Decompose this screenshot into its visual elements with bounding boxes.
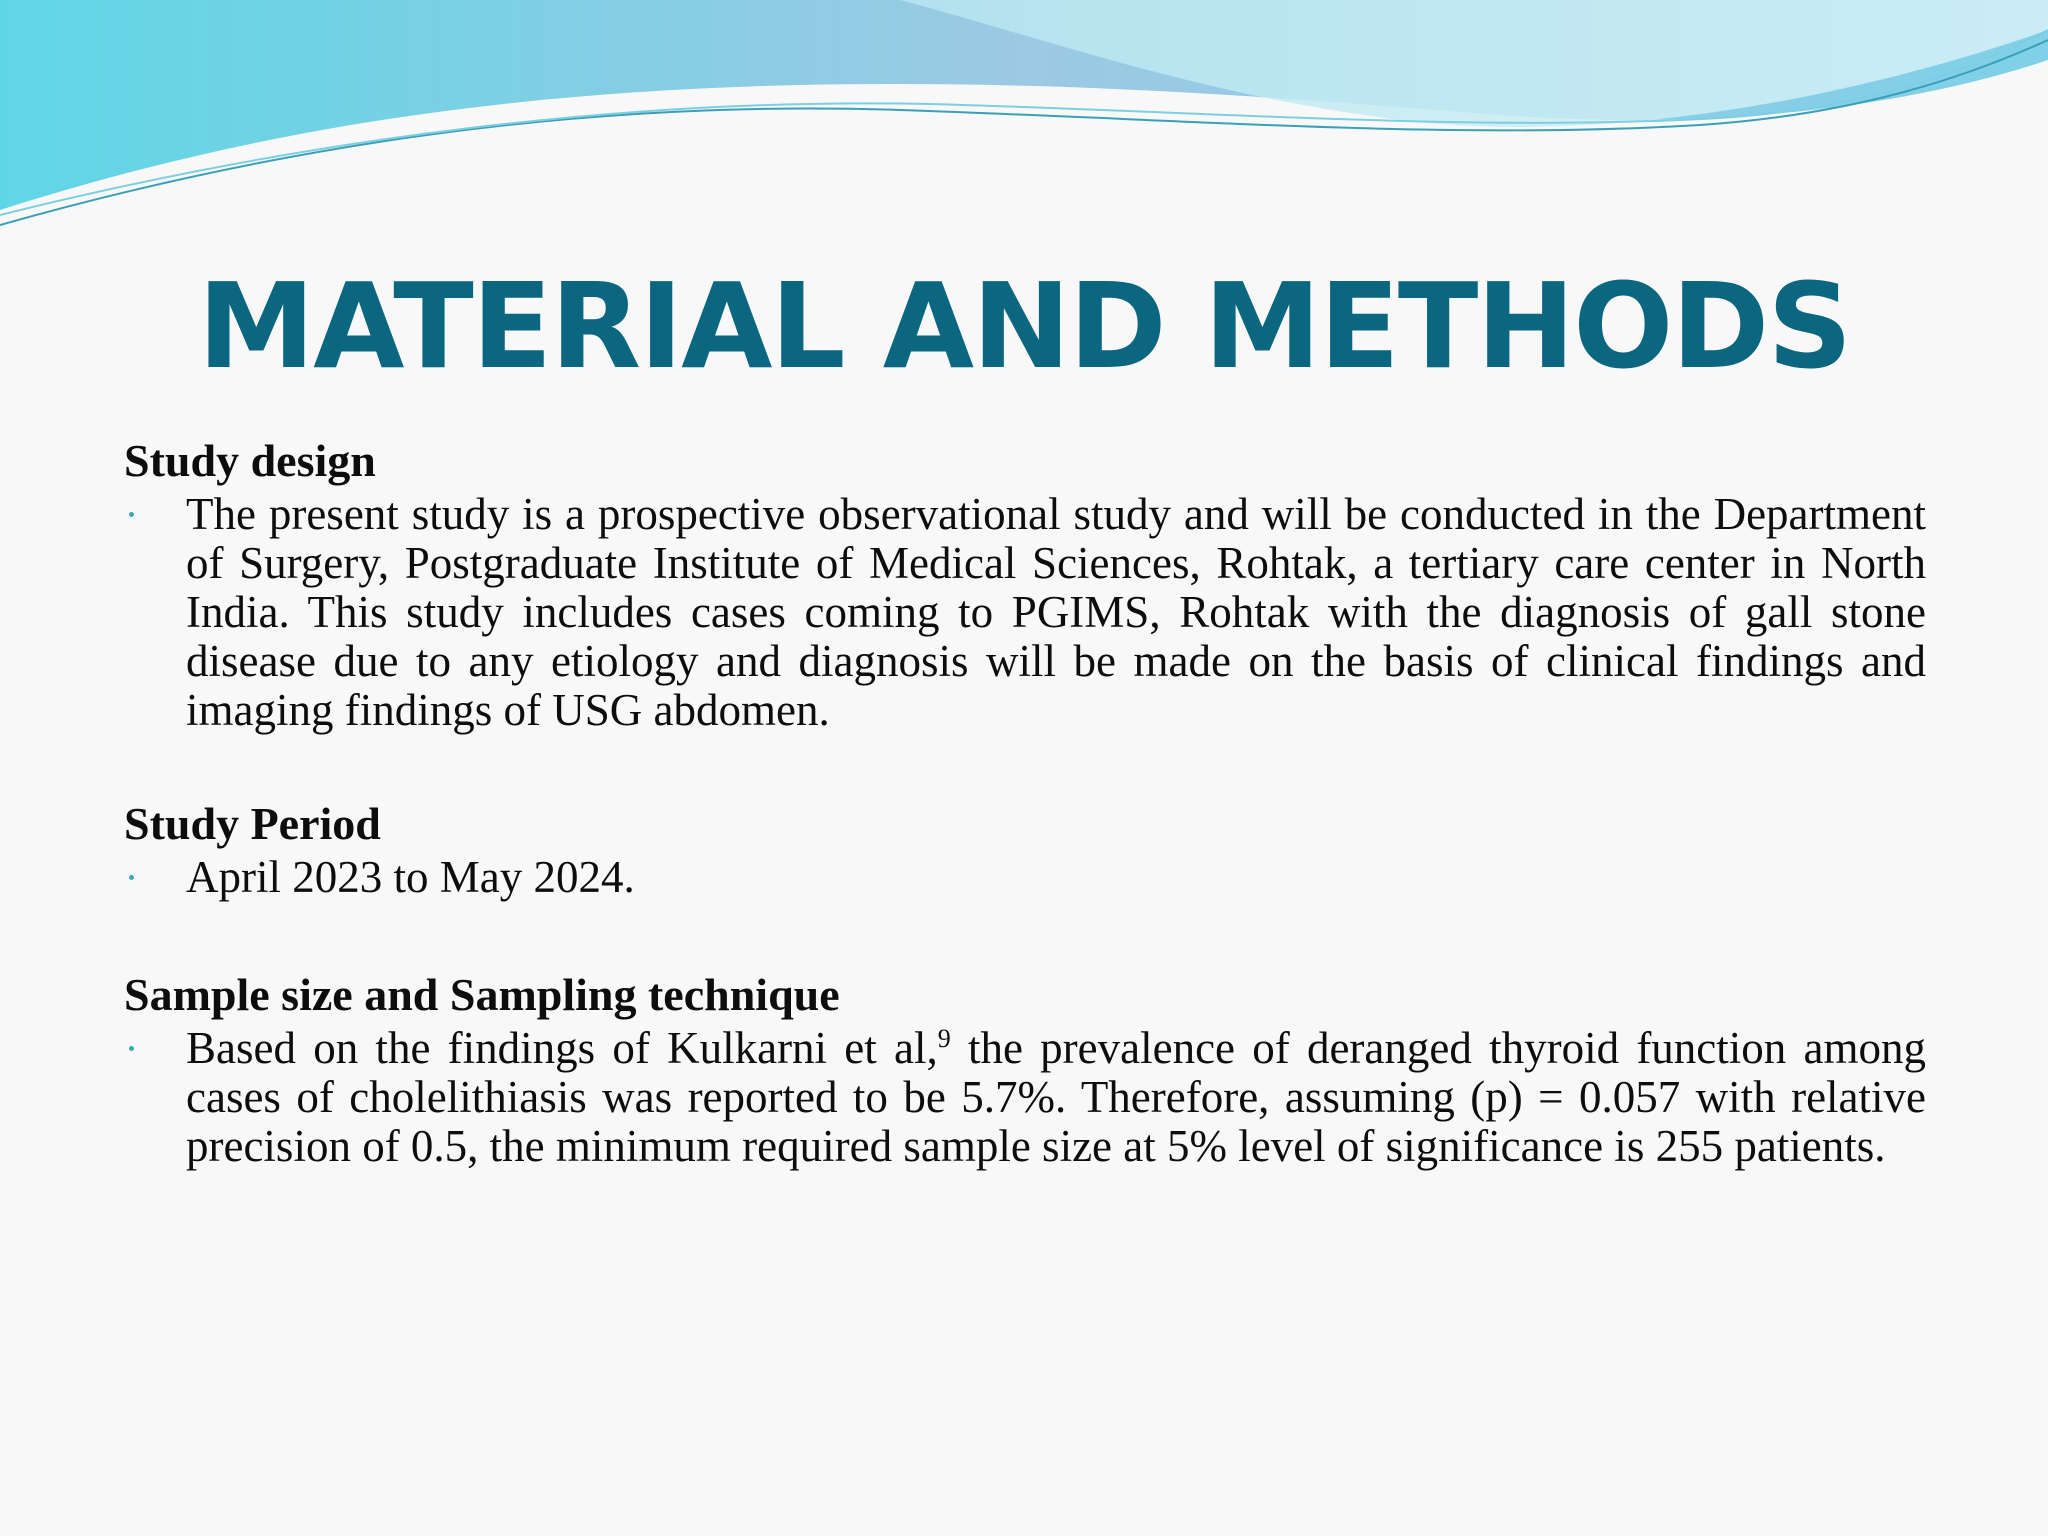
bullet-dot-icon [129,875,134,880]
slide-title: MATERIAL AND METHODS [197,257,1851,395]
section-study-design [124,432,1924,735]
bullet-text [186,1024,1926,1171]
section-sample-size [124,966,1924,1171]
bullet-item [124,1024,1924,1171]
section-study-period [124,795,1924,902]
bullet-text-part: Based on the findings of Kulkarni et al, [186,1023,938,1073]
bullet-text: The present study is a prospective observational study and will be conducted in the Department of Surgery, Postgraduate Institute of Medical Sciences, Rohtak, a tertiary care center in North India. This study includes cases coming to PGIMS, Rohtak with the diagnosis of gall stone disease due to any etiology and diagnosis will be made on the basis of clinical findings and imaging findings of USG abdomen. [186,489,1926,735]
bullet-text: April 2023 to May 2024. [186,852,635,902]
section-heading: Study design [124,435,376,486]
slide-content [124,432,1924,1171]
bullet-dot-icon [129,512,134,517]
reference-superscript: 9 [937,1024,951,1053]
section-heading: Study Period [124,798,381,849]
bullet-text-part: the prevalence of deranged thyroid function among cases of cholelithiasis was reported to be 5.7%. Therefore, assuming (p) = 0.057 with relative precision of 0.5, the minimum required sample size at 5% level of significance is 255 patients. [186,1023,1926,1171]
bullet-item [124,490,1924,735]
bullet-item [124,853,1924,902]
bullet-dot-icon [129,1046,134,1051]
section-heading: Sample size and Sampling technique [124,969,840,1020]
header-wave-decoration [0,0,2048,240]
